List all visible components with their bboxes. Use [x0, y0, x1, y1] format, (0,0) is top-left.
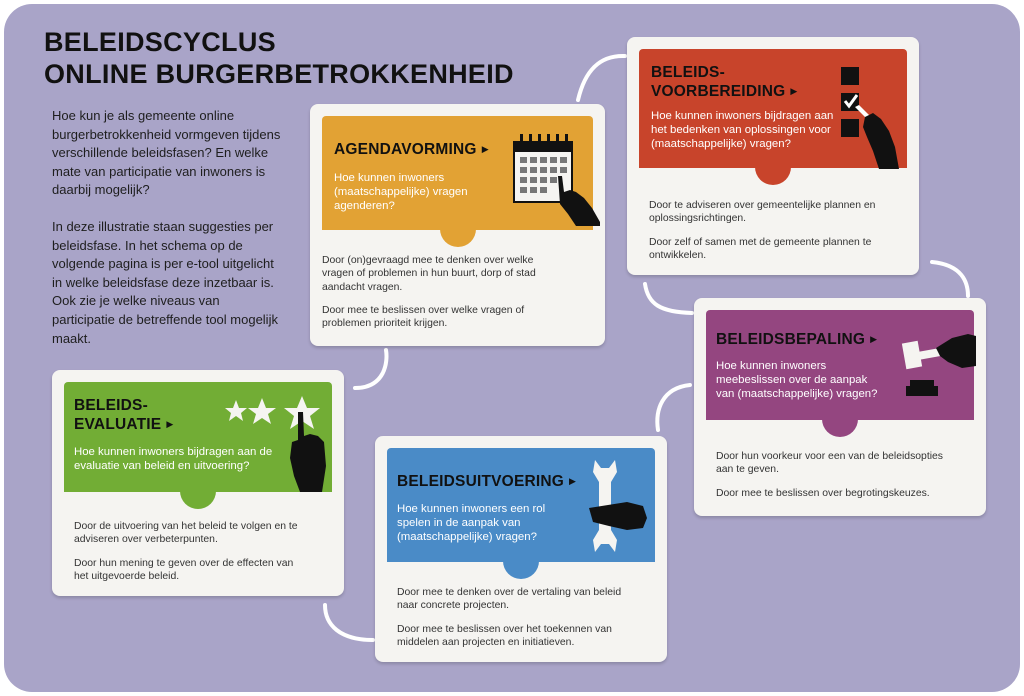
phase-title-text [716, 330, 877, 349]
header-tab [755, 167, 791, 185]
wrench-hand-icon [587, 458, 647, 554]
phase-title-label: EVALUATIE [74, 416, 162, 433]
phase-card-evaluatie [52, 370, 344, 596]
stars-rating-icon [224, 396, 334, 492]
gavel-icon [896, 326, 976, 402]
header-tab [440, 229, 476, 247]
phase-body-uitvoering [397, 586, 629, 659]
phase-item: Door hun voorkeur voor een van de beleidsopties aan te geven. [716, 451, 944, 476]
intro-paragraph-2: In deze illustratie staan suggesties per beleidsfase. In het schema op de volgende pagina is per e-tool uitgelicht in welke beleidsfase deze inzetbaar is. Ook zie je welke niveaus van participatie de betreffende tool mogelijk maakt. [52, 218, 278, 346]
phase-title-label: BELEIDSBEPALING [716, 331, 866, 348]
phase-question-uitvoering: Hoe kunnen inwoners een rol spelen in de aanpak van (maatschappelijke) vragen? [397, 503, 546, 544]
phase-header-evaluatie [64, 382, 332, 492]
arrow-right-icon: ▶ [481, 144, 489, 154]
phase-card-voorbereiding [627, 37, 919, 275]
phase-header-voorbereiding [639, 49, 907, 168]
header-tab [503, 561, 539, 579]
phase-card-bepaling [694, 298, 986, 516]
phase-title-uitvoering [397, 472, 576, 491]
phase-item: Door de uitvoering van het beleid te volgen en te adviseren over verbeterpunten. [74, 521, 298, 546]
phase-title-agendavorming [334, 140, 489, 159]
phase-title-line-2 [651, 82, 798, 101]
phase-header-bepaling [706, 310, 974, 420]
title-line-2: ONLINE BURGERBETROKKENHEID [44, 59, 514, 89]
phase-body-agendavorming [322, 254, 558, 340]
calendar-touch-icon [510, 130, 602, 226]
arrow-right-icon: ▶ [569, 476, 577, 486]
phase-header-uitvoering [387, 448, 655, 562]
arrow-right-icon: ▶ [790, 86, 798, 96]
phase-question-evaluatie: Hoe kunnen inwoners bijdragen aan de evaluatie van beleid en uitvoering? [74, 446, 273, 473]
phase-item: Door te adviseren over gemeentelijke plannen en oplossingsrichtingen. [649, 200, 876, 225]
checklist-pen-icon [837, 65, 907, 171]
page-title [44, 26, 514, 90]
phase-title-text [334, 140, 489, 159]
phase-item: Door mee te denken over de vertaling van beleid naar concrete projecten. [397, 587, 622, 612]
phase-item: Door mee te beslissen over het toekennen van middelen aan projecten en initiatieven. [397, 623, 612, 648]
phase-title-text [397, 472, 576, 491]
header-tab [180, 491, 216, 509]
phase-title-label: VOORBEREIDING [651, 83, 786, 100]
phase-title-label: BELEIDSUITVOERING [397, 473, 565, 490]
phase-title-line-1: BELEIDS- [651, 64, 725, 81]
phase-title-line-1: BELEIDS- [74, 397, 148, 414]
phase-title-line-2 [74, 415, 173, 434]
phase-body-evaluatie [74, 520, 310, 593]
phase-title-evaluatie [74, 396, 173, 434]
phase-item: Door (on)gevraagd mee te denken over welke vragen of problemen in hun buurt, dorp of stad aandacht vragen. [322, 255, 536, 293]
phase-item: Door mee te beslissen over begrotingskeuzes. [716, 487, 930, 499]
phase-question-bepaling: Hoe kunnen inwoners meebeslissen over de aanpak van (maatschappelijke) vragen? [716, 360, 878, 401]
intro-text [52, 107, 284, 366]
title-line-1: BELEIDSCYCLUS [44, 27, 276, 57]
arrow-right-icon: ▶ [870, 334, 878, 344]
phase-item: Door zelf of samen met de gemeente plannen te ontwikkelen. [649, 236, 872, 261]
phase-item: Door mee te beslissen over welke vragen of problemen prioriteit krijgen. [322, 304, 525, 330]
phase-card-agendavorming [310, 104, 605, 346]
header-tab [822, 419, 858, 437]
phase-item: Door hun mening te geven over de effecten van het uitgevoerde beleid. [74, 557, 294, 582]
phase-question-voorbereiding: Hoe kunnen inwoners bijdragen aan het bedenken van oplossingen voor (maatschappelijke) vragen? [651, 110, 834, 151]
phase-title-bepaling [716, 330, 877, 349]
intro-paragraph-1: Hoe kun je als gemeente online burgerbetrokkenheid vormgeven tijdens verschillende beleidsfasen? En welke mate van participatie van inwoners is daarbij mogelijk? [52, 108, 281, 198]
phase-header-agendavorming [322, 116, 593, 230]
phase-card-uitvoering [375, 436, 667, 662]
phase-body-bepaling [716, 450, 948, 510]
phase-body-voorbereiding [649, 199, 881, 272]
arrow-right-icon: ▶ [166, 419, 174, 429]
phase-title-voorbereiding [651, 63, 798, 101]
phase-title-label: AGENDAVORMING [334, 141, 477, 158]
phase-question-agendavorming: Hoe kunnen inwoners (maatschappelijke) vragen agenderen? [334, 172, 468, 213]
